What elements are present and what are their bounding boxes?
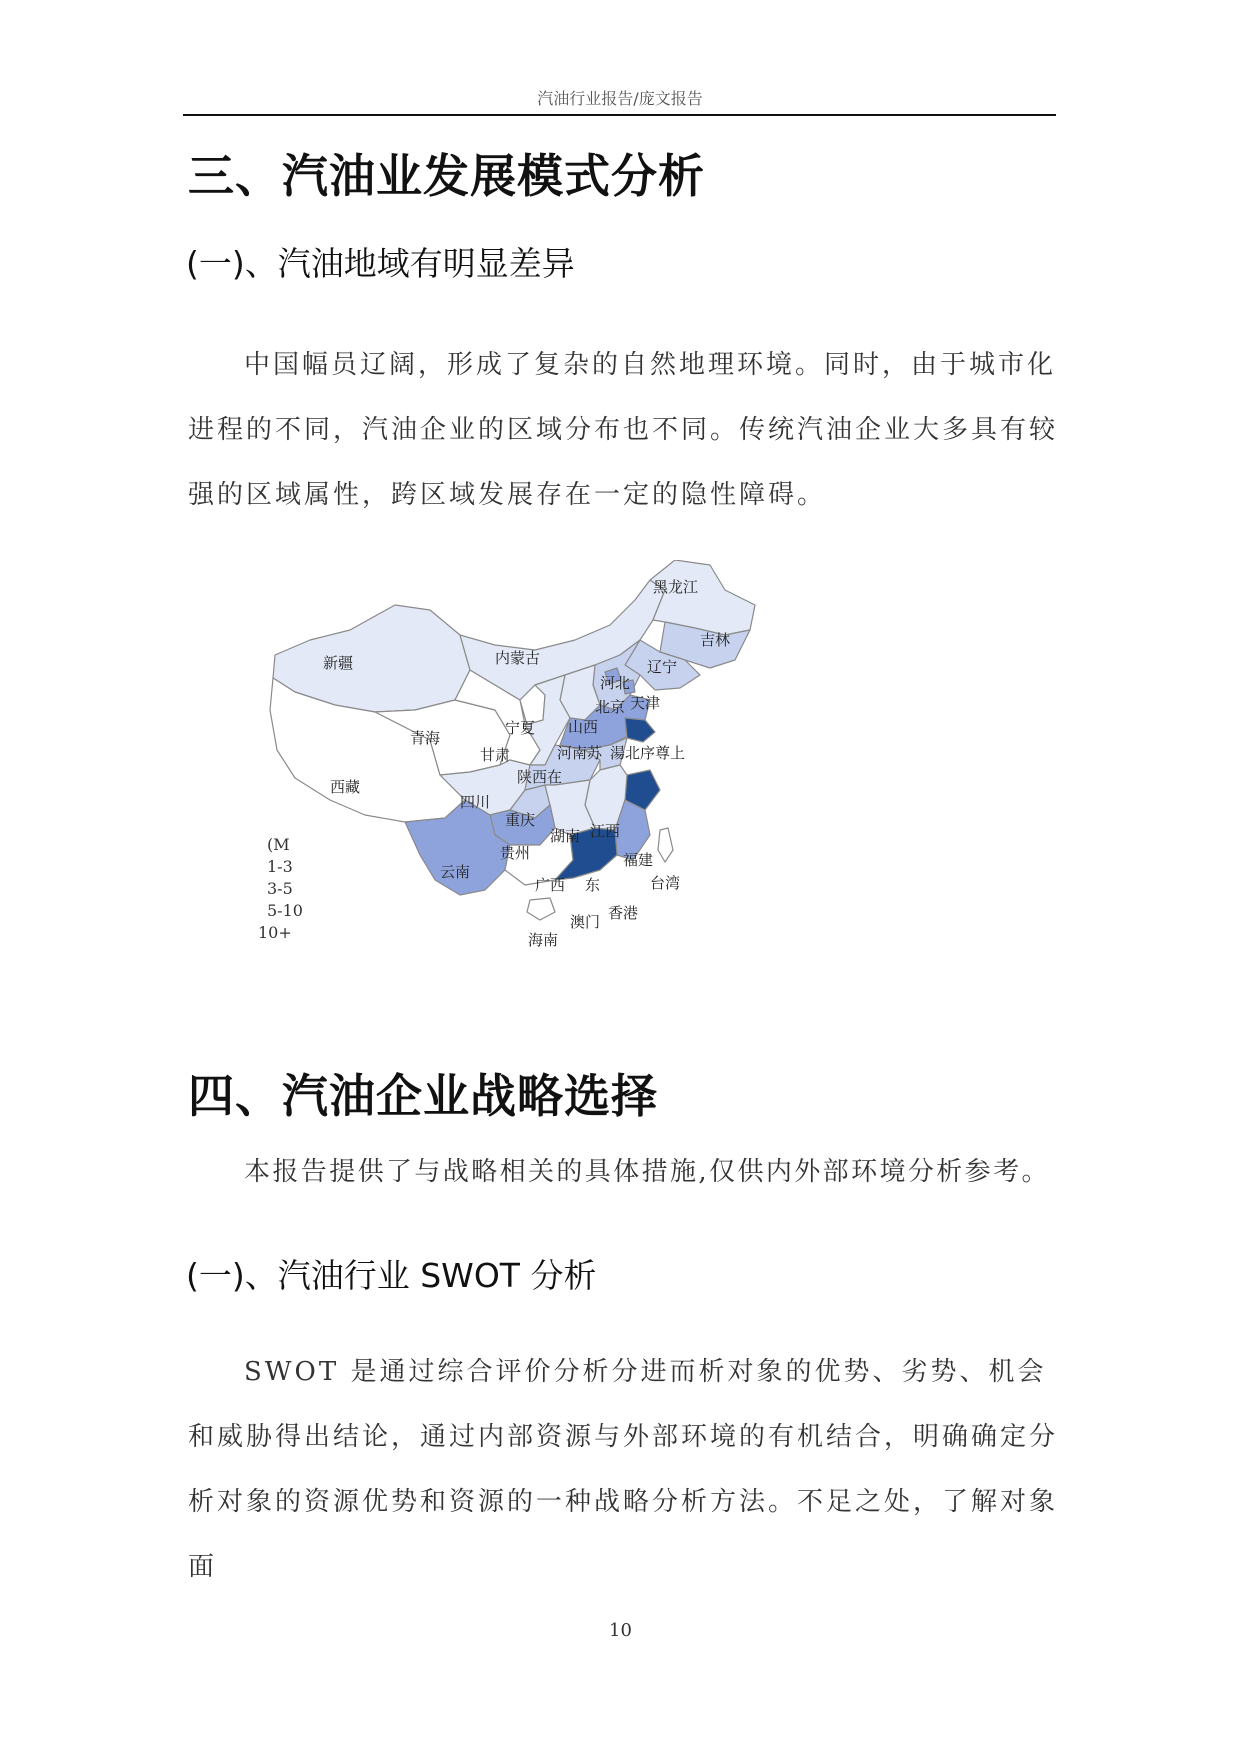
label-hunan: 湖南 xyxy=(550,827,581,845)
subsection-heading-4-1: (一)、汽油行业 SWOT 分析 xyxy=(186,1256,597,1295)
map-legend xyxy=(255,835,303,942)
label-sichuan: 四川 xyxy=(460,793,491,811)
label-tianjin: 天津 xyxy=(630,694,661,712)
label-shanghai-row: 湯北序尊上 xyxy=(610,744,686,762)
legend-title: (M xyxy=(267,835,290,854)
label-ningxia: 宁夏 xyxy=(505,719,536,737)
label-hebei: 河北 xyxy=(600,674,631,692)
section-heading-3: 三、汽油业发展模式分析 xyxy=(188,149,705,203)
label-liaoning: 辽宁 xyxy=(647,658,678,676)
label-yunnan: 云南 xyxy=(440,863,471,881)
label-jilin: 吉林 xyxy=(700,631,731,649)
header-rule xyxy=(183,114,1056,116)
label-shanxi: 山西 xyxy=(568,718,599,736)
label-fujian: 福建 xyxy=(623,851,654,869)
section-heading-4: 四、汽油企业战略选择 xyxy=(188,1069,658,1123)
label-xizang: 西藏 xyxy=(330,778,361,796)
subsection-heading-3-1: (一)、汽油地域有明显差异 xyxy=(186,244,575,283)
label-neimenggu: 内蒙古 xyxy=(495,649,541,667)
legend-item-1: 1-3 xyxy=(267,857,293,876)
label-hongkong: 香港 xyxy=(608,904,639,922)
paragraph-regional-differences: 中国幅员辽阔，形成了复杂的自然地理环境。同时，由于城市化进程的不同，汽油企业的区域分布也不同。传统汽油企业大多具有较强的区域属性，跨区域发展存在一定的隐性障碍。 xyxy=(188,350,1059,510)
paragraph-swot: SWOT 是通过综合评价分析分进而析对象的优势、劣势、机会和威胁得出结论，通过内部资源与外部环境的有机结合，明确确定分析对象的资源优势和资源的一种战略分析方法。不足之处，了解对象面 xyxy=(188,1357,1059,1582)
label-qinghai: 青海 xyxy=(410,729,441,747)
label-henan-jiangsu: 河南苏 xyxy=(557,744,603,762)
region-taiwan xyxy=(658,828,673,862)
china-map xyxy=(255,560,815,1030)
running-header: 汽油行业报告/庞文报告 xyxy=(537,89,703,108)
label-guizhou: 贵州 xyxy=(500,844,531,862)
label-shaanxi: 陕西在 xyxy=(517,768,563,786)
legend-item-4: 10+ xyxy=(258,923,292,942)
label-gansu: 甘肃 xyxy=(480,746,511,764)
page-number: 10 xyxy=(609,1620,632,1641)
label-hainan: 海南 xyxy=(528,931,559,949)
label-macau: 澳门 xyxy=(570,913,601,931)
label-jiangxi: 江西 xyxy=(590,822,621,840)
label-chongqing: 重庆 xyxy=(505,811,536,829)
region-shanghai xyxy=(625,718,655,742)
legend-item-2: 3-5 xyxy=(267,879,293,898)
label-beijing: 北京 xyxy=(595,698,626,716)
label-xinjiang: 新疆 xyxy=(323,654,354,672)
legend-item-3: 5-10 xyxy=(267,901,303,920)
label-guangdong: 东 xyxy=(585,876,601,894)
label-heilongjiang: 黑龙江 xyxy=(653,578,699,596)
china-map-figure xyxy=(255,560,815,1030)
label-guangxi: 广西 xyxy=(535,876,566,894)
region-hainan xyxy=(527,898,555,920)
paragraph-strategy-intro: 本报告提供了与战略相关的具体措施,仅供内外部环境分析参考。 xyxy=(244,1157,1050,1187)
label-taiwan: 台湾 xyxy=(650,874,681,892)
